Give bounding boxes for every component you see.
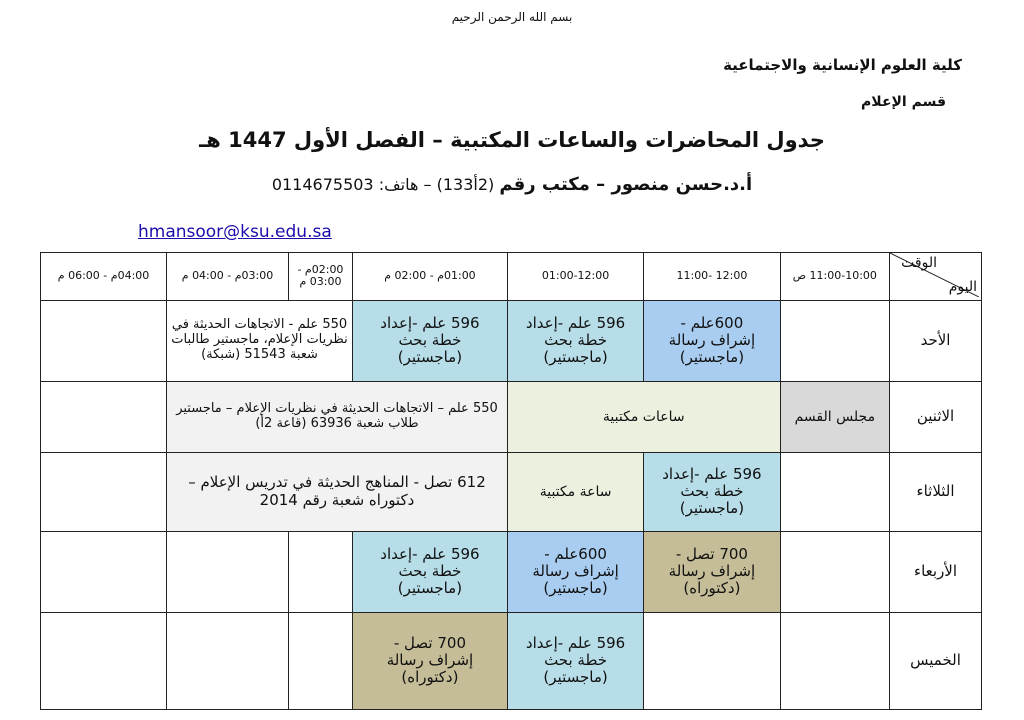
day-cell: الأحد	[890, 300, 982, 381]
class-cell: 596 علم -إعداد خطة بحث (ماجستير)	[352, 531, 507, 612]
class-cell: 596 علم -إعداد خطة بحث (ماجستير)	[644, 452, 780, 531]
empty-cell	[41, 452, 167, 531]
class-cell: 600علم - إشراف رسالة (ماجستير)	[644, 300, 780, 381]
empty-cell	[288, 531, 352, 612]
basmala: بسم الله الرحمن الرحيم	[451, 10, 573, 24]
phone-number: 0114675503	[271, 175, 374, 194]
row-tuesday	[41, 452, 982, 531]
class-cell: 596 علم -إعداد خطة بحث (ماجستير)	[507, 300, 643, 381]
page-title: جدول المحاضرات والساعات المكتبية – الفصل الأول 1447 هـ	[199, 128, 825, 152]
row-thursday	[41, 612, 982, 709]
day-cell: الأربعاء	[890, 531, 982, 612]
slot-header: 12:00 -11:00	[644, 253, 780, 301]
row-sunday	[41, 300, 982, 381]
class-cell: 700 تصل - إشراف رسالة (دكتوراه)	[644, 531, 780, 612]
empty-cell	[41, 531, 167, 612]
row-monday	[41, 381, 982, 452]
empty-cell	[780, 452, 889, 531]
email-link[interactable]: hmansoor@ksu.edu.sa	[138, 222, 332, 242]
slot-header: 11:00-10:00 ص	[780, 253, 889, 301]
empty-cell	[41, 300, 167, 381]
corner-time-label: الوقت	[901, 255, 937, 271]
empty-cell	[644, 612, 780, 709]
empty-cell	[41, 381, 167, 452]
class-cell: 596 علم -إعداد خطة بحث (ماجستير)	[507, 612, 643, 709]
empty-cell	[41, 612, 167, 709]
empty-cell	[167, 531, 289, 612]
slot-header: 02:00م - 03:00 م	[288, 253, 352, 301]
class-cell: 612 تصل - المناهج الحديثة في تدريس الإعلام – دكتوراه شعبة رقم 2014	[167, 452, 508, 531]
slot-header: 04:00م - 06:00 م	[41, 253, 167, 301]
empty-cell	[780, 531, 889, 612]
department-name: قسم الإعلام	[861, 94, 946, 110]
empty-cell	[167, 612, 289, 709]
row-wednesday	[41, 531, 982, 612]
professor-name: أ.د.حسن منصور – مكتب رقم	[499, 174, 753, 195]
day-cell: الخميس	[890, 612, 982, 709]
header-row	[41, 253, 982, 301]
college-name: كلية العلوم الإنسانية والاجتماعية	[723, 56, 962, 74]
office-hours-cell: ساعات مكتبية	[507, 381, 780, 452]
class-cell: 600علم - إشراف رسالة (ماجستير)	[507, 531, 643, 612]
slot-header: 01:00م - 02:00 م	[352, 253, 507, 301]
empty-cell	[288, 612, 352, 709]
corner-day-label: اليوم	[948, 279, 977, 295]
slot-header: 03:00م - 04:00 م	[167, 253, 289, 301]
class-cell: 700 تصل - إشراف رسالة (دكتوراه)	[352, 612, 507, 709]
schedule-table	[40, 252, 982, 710]
empty-cell	[780, 300, 889, 381]
day-cell: الثلاثاء	[890, 452, 982, 531]
meeting-cell: مجلس القسم	[780, 381, 889, 452]
class-cell: 596 علم -إعداد خطة بحث (ماجستير)	[352, 300, 507, 381]
slot-header: 01:00-12:00	[507, 253, 643, 301]
office-hours-cell: ساعة مكتبية	[507, 452, 643, 531]
empty-cell	[780, 612, 889, 709]
office-info: (2أ133) – هاتف:	[378, 175, 495, 194]
corner-cell	[890, 253, 982, 301]
class-cell: 550 علم - الاتجاهات الحديثة في نظريات الإعلام، ماجستير طالبات شعبة 51543 (شبكة)	[167, 300, 353, 381]
day-cell: الاثنين	[890, 381, 982, 452]
class-cell: 550 علم – الاتجاهات الحديثة في نظريات الإعلام – ماجستير طلاب شعبة 63936 (قاعة 2أ)	[167, 381, 508, 452]
professor-line	[0, 174, 1024, 195]
